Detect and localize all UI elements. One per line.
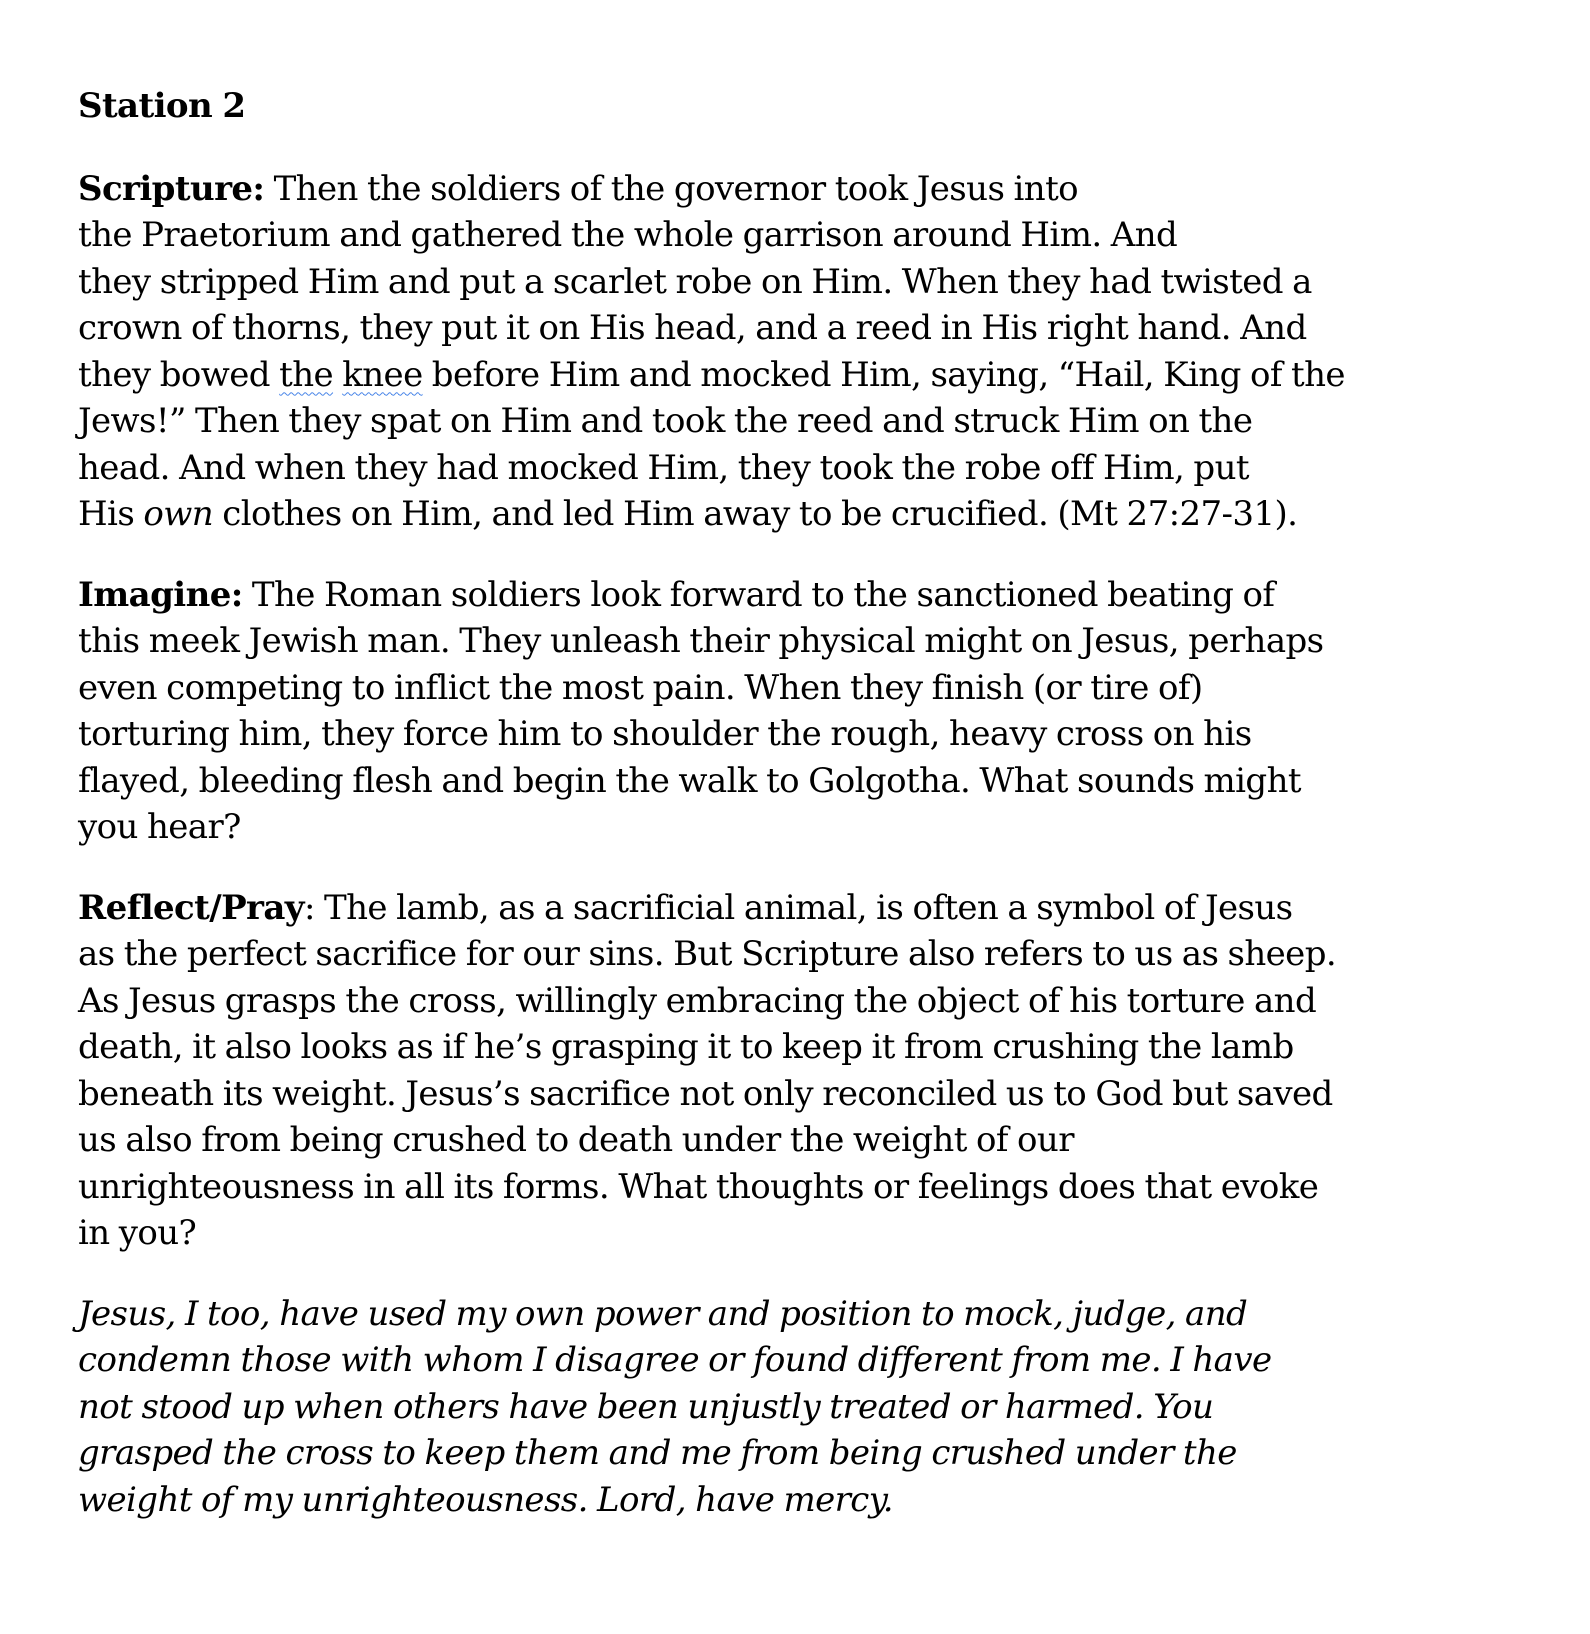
scripture-text: before Him and mocked Him, saying, “Hail, King of the [422, 354, 1345, 395]
imagine-line [78, 572, 1518, 619]
prayer-line: condemn those with whom I disagree or found different from me. I have [78, 1340, 1272, 1380]
prayer-line: Jesus, I too, have used my own power and position to mock, judge, and [78, 1293, 1248, 1334]
grammar-flagged-word[interactable]: the [279, 354, 334, 395]
scripture-line: Jews!” Then they spat on Him and took the reed and struck Him on the [78, 401, 1253, 441]
reflect-line: death, it also looks as if he’s grasping it to keep it from crushing the lamb [78, 1027, 1294, 1067]
scripture-line: head. And when they had mocked Him, they took the robe off Him, put [78, 447, 1249, 488]
scripture-label: Scripture: [78, 168, 265, 209]
document-page [78, 83, 1518, 1557]
reflect-paragraph [78, 885, 1518, 1257]
scripture-line: the Praetorium and gathered the whole garrison around Him. And [78, 215, 1178, 255]
reflect-line: us also from being crushed to death under the weight of our [78, 1120, 1074, 1160]
prayer-line: weight of my unrighteousness. Lord, have mercy. [78, 1479, 894, 1520]
reflect-line: in you? [78, 1213, 197, 1253]
scripture-line [78, 491, 1518, 538]
scripture-text: Then the soldiers of the governor took Jesus into [264, 168, 1079, 209]
imagine-paragraph [78, 572, 1518, 851]
imagine-text: The Roman soldiers look forward to the sanctioned beating of [242, 574, 1275, 615]
imagine-line: torturing him, they force him to shoulder the rough, heavy cross on his [78, 714, 1252, 754]
prayer-line: grasped the cross to keep them and me from being crushed under the [78, 1433, 1237, 1473]
scripture-text: clothes on Him, and led Him away to be crucified. (Mt 27:27-31). [213, 494, 1298, 534]
scripture-line: they stripped Him and put a scarlet robe on Him. When they had twisted a [78, 261, 1312, 302]
reflect-text: : The lamb, as a sacrificial animal, is often a symbol of Jesus [303, 887, 1293, 928]
reflect-line: beneath its weight. Jesus’s sacrifice not only reconciled us to God but saved [78, 1073, 1333, 1114]
imagine-line: even competing to inflict the most pain. When they finish (or tire of) [78, 667, 1203, 708]
reflect-line: unrighteousness in all its forms. What thoughts or feelings does that evoke [78, 1166, 1319, 1207]
station-title: Station 2 [78, 86, 246, 126]
scripture-line: crown of thorns, they put it on His head, and a reed in His right hand. And [78, 308, 1307, 348]
scripture-text [333, 355, 342, 395]
reflect-line [78, 885, 1518, 932]
reflect-label: Reflect/Pray [78, 887, 304, 928]
imagine-label: Imagine: [78, 574, 243, 615]
scripture-text: His [78, 494, 144, 534]
imagine-line: you hear? [78, 807, 241, 847]
scripture-line [78, 352, 1518, 399]
imagine-line: flayed, bleeding flesh and begin the walk to Golgotha. What sounds might [78, 760, 1301, 801]
reflect-line: As Jesus grasps the cross, willingly embracing the object of his torture and [78, 980, 1317, 1021]
imagine-line: this meek Jewish man. They unleash their physical might on Jesus, perhaps [78, 621, 1324, 661]
prayer-paragraph [78, 1291, 1518, 1524]
scripture-line [78, 166, 1518, 213]
emphasis-word: own [143, 494, 214, 534]
reflect-line: as the perfect sacrifice for our sins. But Scripture also refers to us as sheep. [78, 934, 1337, 974]
grammar-flagged-word[interactable]: knee [342, 354, 423, 395]
scripture-text: they bowed [78, 354, 280, 395]
prayer-line: not stood up when others have been unjustly treated or harmed. You [78, 1386, 1214, 1427]
scripture-paragraph [78, 166, 1518, 538]
